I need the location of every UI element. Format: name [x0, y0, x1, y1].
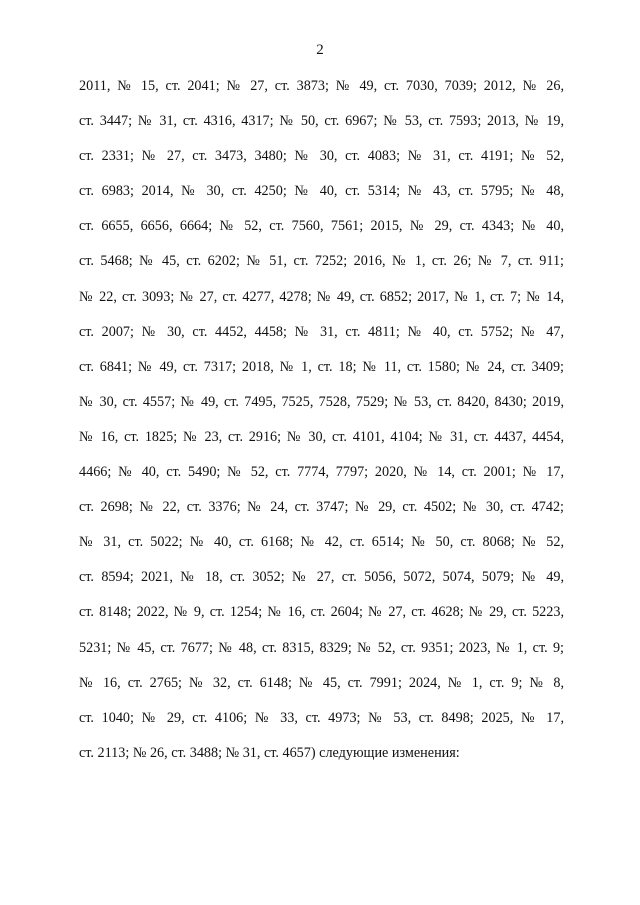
- text-line: № 30, ст. 4557; № 49, ст. 7495, 7525, 7528, 7529; № 53, ст. 8420, 8430; 2019,: [79, 393, 564, 410]
- text-line: № 16, ст. 2765; № 32, ст. 6148; № 45, ст. 7991; 2024, № 1, ст. 9; № 8,: [79, 674, 564, 691]
- text-line: ст. 8148; 2022, № 9, ст. 1254; № 16, ст. 2604; № 27, ст. 4628; № 29, ст. 5223,: [79, 604, 564, 621]
- text-line: ст. 2331; № 27, ст. 3473, 3480; № 30, ст. 4083; № 31, ст. 4191; № 52,: [79, 148, 564, 165]
- text-line: ст. 6983; 2014, № 30, ст. 4250; № 40, ст. 5314; № 43, ст. 5795; № 48,: [79, 183, 564, 200]
- text-line: № 31, ст. 5022; № 40, ст. 6168; № 42, ст. 6514; № 50, ст. 8068; № 52,: [79, 534, 564, 551]
- text-line: ст. 5468; № 45, ст. 6202; № 51, ст. 7252; 2016, № 1, ст. 26; № 7, ст. 911;: [79, 253, 564, 270]
- text-line: ст. 3447; № 31, ст. 4316, 4317; № 50, ст. 6967; № 53, ст. 7593; 2013, № 19,: [79, 113, 564, 130]
- text-line: 5231; № 45, ст. 7677; № 48, ст. 8315, 8329; № 52, ст. 9351; 2023, № 1, ст. 9;: [79, 639, 564, 656]
- text-line: ст. 8594; 2021, № 18, ст. 3052; № 27, ст. 5056, 5072, 5074, 5079; № 49,: [79, 569, 564, 586]
- text-line: ст. 6841; № 49, ст. 7317; 2018, № 1, ст. 18; № 11, ст. 1580; № 24, ст. 3409;: [79, 358, 564, 375]
- text-line: № 22, ст. 3093; № 27, ст. 4277, 4278; № 49, ст. 6852; 2017, № 1, ст. 7; № 14,: [79, 288, 564, 305]
- text-line: 2011, № 15, ст. 2041; № 27, ст. 3873; № 49, ст. 7030, 7039; 2012, № 26,: [79, 78, 564, 94]
- text-line: № 16, ст. 1825; № 23, ст. 2916; № 30, ст. 4101, 4104; № 31, ст. 4437, 4454,: [79, 428, 564, 445]
- text-line: ст. 6655, 6656, 6664; № 52, ст. 7560, 7561; 2015, № 29, ст. 4343; № 40,: [79, 218, 564, 235]
- text-line: ст. 1040; № 29, ст. 4106; № 33, ст. 4973; № 53, ст. 8498; 2025, № 17,: [79, 709, 564, 726]
- page-number: 2: [316, 42, 324, 58]
- text-line: ст. 2698; № 22, ст. 3376; № 24, ст. 3747; № 29, ст. 4502; № 30, ст. 4742;: [79, 499, 564, 516]
- text-line-last: ст. 2113; № 26, ст. 3488; № 31, ст. 4657) следующие изменения:: [79, 744, 460, 761]
- body-text: [79, 76, 564, 778]
- text-line: ст. 2007; № 30, ст. 4452, 4458; № 31, ст. 4811; № 40, ст. 5752; № 47,: [79, 323, 564, 340]
- text-line: 4466; № 40, ст. 5490; № 52, ст. 7774, 7797; 2020, № 14, ст. 2001; № 17,: [79, 464, 564, 481]
